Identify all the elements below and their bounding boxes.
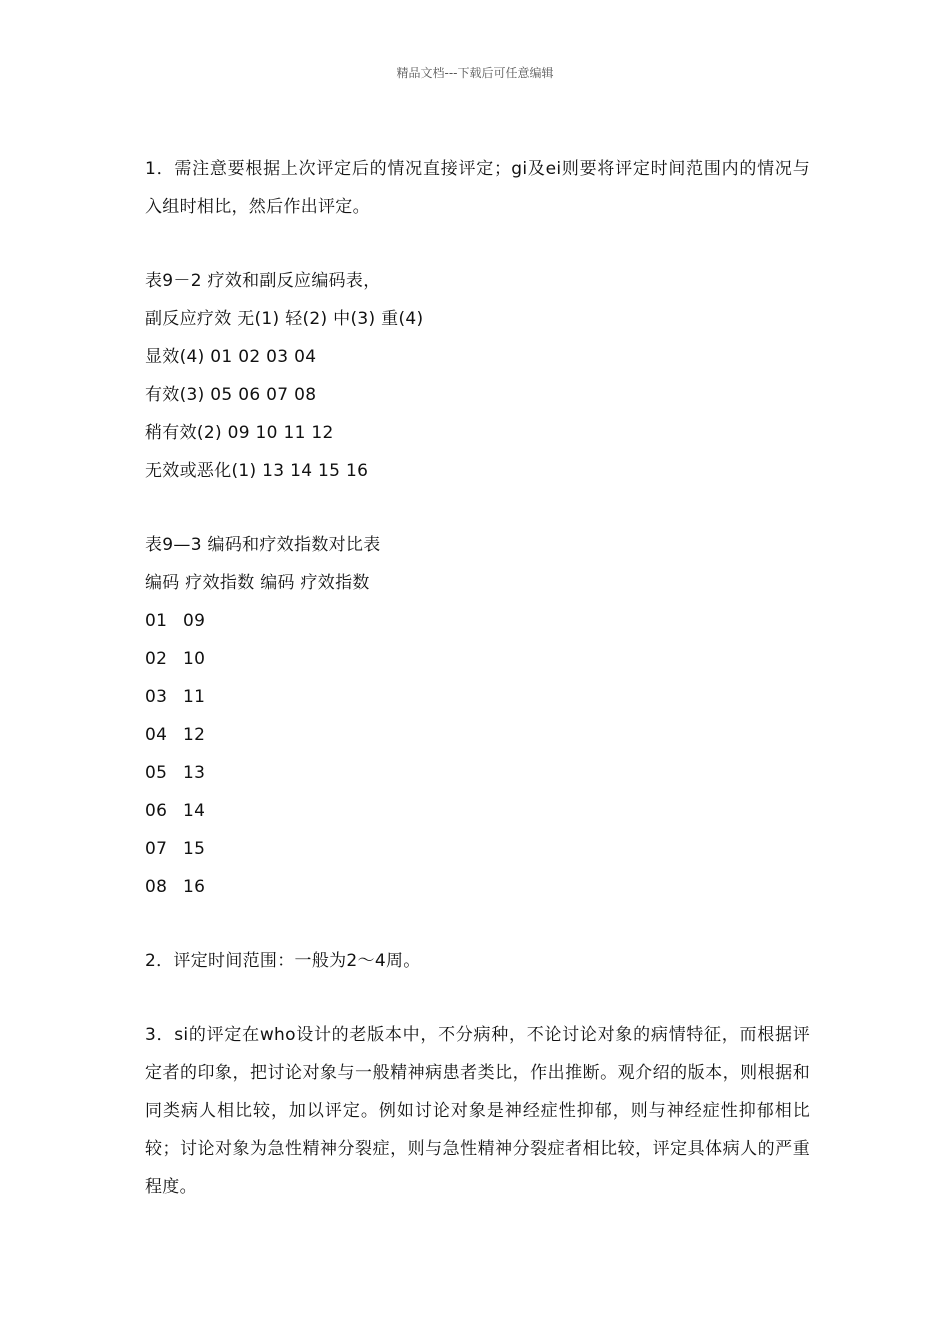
page-header: 精品文档---下载后可任意编辑 — [396, 66, 554, 80]
index-cell: 12 — [183, 725, 206, 745]
table-9-2-row: 稍有效(2) 09 10 11 12 — [145, 423, 334, 443]
index-cell: 14 — [183, 801, 206, 821]
table-row — [145, 792, 810, 830]
index-cell: 09 — [183, 611, 206, 631]
table-9-3-header-row: 编码 疗效指数 编码 疗效指数 — [145, 573, 370, 593]
table-9-3-title: 表9—3 编码和疗效指数对比表 — [145, 535, 381, 555]
table-row — [145, 754, 810, 792]
table-row — [145, 716, 810, 754]
table-9-2-row: 显效(4) 01 02 03 04 — [145, 347, 317, 367]
table-row — [145, 678, 810, 716]
index-cell: 13 — [183, 763, 206, 783]
code-cell: 08 — [145, 877, 168, 897]
code-cell: 06 — [145, 801, 168, 821]
paragraph-2: 2．评定时间范围：一般为2～4周。 — [145, 951, 421, 971]
table-row — [145, 602, 810, 640]
table-row — [145, 640, 810, 678]
table-row — [145, 868, 810, 906]
paragraph-1: 1．需注意要根据上次评定后的情况直接评定；gi及ei则要将评定时间范围内的情况与入组时相比，然后作出评定。 — [145, 159, 810, 217]
index-cell: 11 — [183, 687, 206, 707]
table-9-2-row: 无效或恶化(1) 13 14 15 16 — [145, 461, 369, 481]
code-cell: 04 — [145, 725, 168, 745]
code-cell: 01 — [145, 611, 168, 631]
table-9-2 — [145, 262, 810, 490]
code-cell: 05 — [145, 763, 168, 783]
index-cell: 10 — [183, 649, 206, 669]
index-cell: 16 — [183, 877, 206, 897]
table-9-2-title: 表9－2 疗效和副反应编码表， — [145, 271, 381, 291]
index-cell: 15 — [183, 839, 206, 859]
table-row — [145, 830, 810, 868]
table-9-3 — [145, 526, 810, 906]
code-cell: 07 — [145, 839, 168, 859]
document-body — [145, 150, 810, 1206]
paragraph-3: 3．si的评定在who设计的老版本中，不分病种，不论讨论对象的病情特征，而根据评定者的印象，把讨论对象与一般精神病患者类比，作出推断。观介绍的版本，则根据和同类病人相比较，加以评定。例如讨论对象是神经症性抑郁，则与神经症性抑郁相比较；讨论对象为急性精神分裂症，则与急性精神分裂症者相比较，评定具体病人的严重程度。 — [145, 1025, 810, 1197]
code-cell: 03 — [145, 687, 168, 707]
table-9-2-row: 有效(3) 05 06 07 08 — [145, 385, 317, 405]
table-9-2-header-row: 副反应疗效 无(1) 轻(2) 中(3) 重(4) — [145, 309, 424, 329]
code-cell: 02 — [145, 649, 168, 669]
